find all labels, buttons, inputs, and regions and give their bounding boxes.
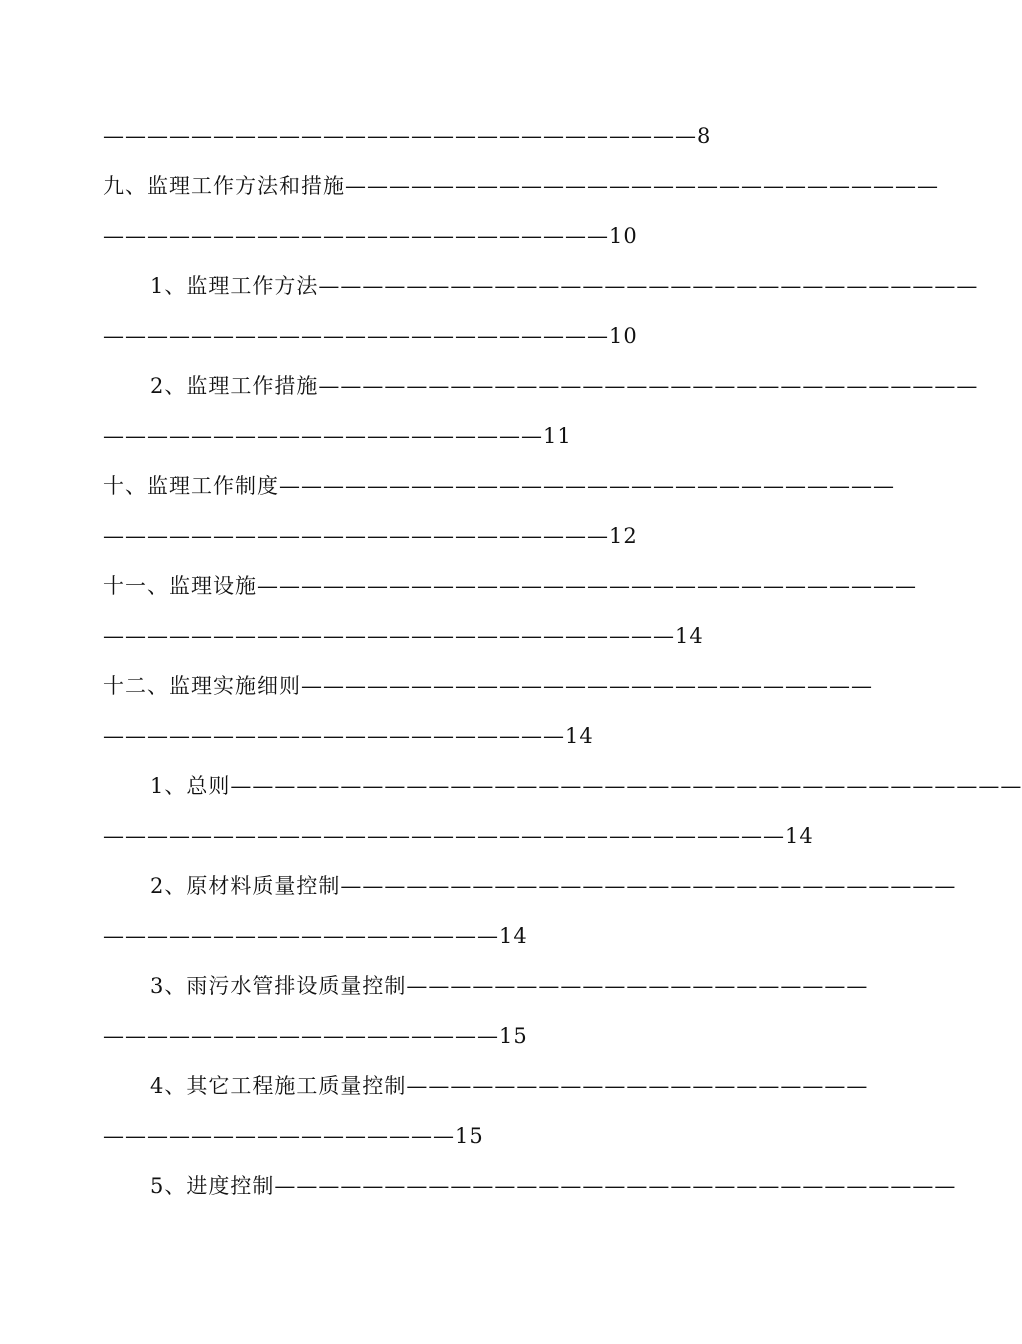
toc-line: 2、监理工作措施—————————————————————————————— — [150, 374, 979, 398]
toc-line: ———————————————————————10 — [103, 324, 638, 348]
toc-line: ————————————————————11 — [103, 424, 572, 448]
toc-line: 1、总则———————————————————————————————————— — [150, 774, 1022, 798]
toc-line: 九、监理工作方法和措施——————————————————————————— — [103, 174, 939, 198]
toc-line: 十、监理工作制度———————————————————————————— — [103, 474, 895, 498]
toc-line: ———————————————————————————8 — [103, 124, 712, 148]
toc-line: 1、监理工作方法—————————————————————————————— — [150, 274, 979, 298]
toc-line: ———————————————————————10 — [103, 224, 638, 248]
toc-line: ——————————————————————————14 — [103, 624, 704, 648]
toc-line: 2、原材料质量控制———————————————————————————— — [150, 874, 957, 898]
toc-line: —————————————————————14 — [103, 724, 594, 748]
toc-line: 3、雨污水管排设质量控制————————————————————— — [150, 974, 869, 998]
toc-line: ———————————————————————————————14 — [103, 824, 814, 848]
toc-line: 4、其它工程施工质量控制————————————————————— — [150, 1074, 869, 1098]
toc-line: 十一、监理设施—————————————————————————————— — [103, 574, 917, 598]
toc-line: ———————————————————————12 — [103, 524, 638, 548]
toc-line: 5、进度控制——————————————————————————————— — [150, 1174, 957, 1198]
toc-line: 十二、监理实施细则—————————————————————————— — [103, 674, 873, 698]
toc-line: ——————————————————14 — [103, 924, 528, 948]
toc-line: ————————————————15 — [103, 1124, 484, 1148]
toc-line: ——————————————————15 — [103, 1024, 528, 1048]
